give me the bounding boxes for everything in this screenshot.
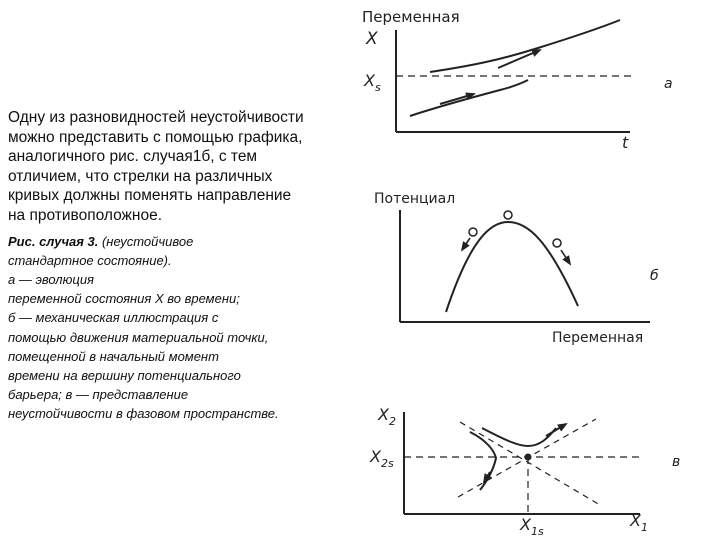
- figure-c-upper-trajectory: [482, 428, 556, 446]
- figure-c-x-label: $X_1$: [630, 511, 648, 534]
- figure-b-panel-letter: б: [650, 268, 659, 284]
- figure-b-x-label: Переменная: [552, 330, 644, 346]
- figure-a: [362, 8, 673, 152]
- figure-b-y-label: Потенциал: [374, 191, 456, 207]
- figure-c-diagonal-1: [460, 422, 600, 505]
- figure-c-x-ref-label: $X_{1s}$: [520, 515, 544, 538]
- figure-b-potential-curve: [446, 222, 578, 312]
- figure-c-panel-letter: в: [672, 454, 681, 470]
- figure-a-lower-curve: [410, 80, 528, 116]
- figure-b-right-point: [553, 239, 561, 247]
- figure-a-x-label: t: [622, 133, 629, 152]
- figure-b: [374, 191, 659, 346]
- figure-c-upper-arrow: [546, 424, 566, 436]
- figure-b-left-point: [469, 228, 477, 236]
- figure-b-left-arrow: [462, 238, 470, 250]
- figure-b-right-arrow: [561, 250, 570, 264]
- caption-title: Рис. случая 3.: [8, 233, 99, 249]
- figure-b-top-point: [504, 211, 512, 219]
- figure-a-ref-label: $X_s$: [364, 71, 381, 94]
- figure-a-panel-letter: а: [664, 76, 673, 92]
- figure-a-title: Переменная: [362, 8, 460, 26]
- caption-text: (неустойчивое стандартное состояние). а — эволюция переменной состояния X во времени; б — механическая иллюстрация с помощью движения материальной точки, помещенной в начальный момент времени на вершину потенциального барьера; в — представление неустойчивости в фазовом пространстве.: [8, 233, 279, 422]
- figure-c-y-label: $X_2$: [378, 405, 396, 428]
- figure-a-upper-curve: [430, 20, 620, 72]
- figure-a-y-label: X: [366, 29, 378, 49]
- main-paragraph: Одну из разновидностей неустойчивости можно представить с помощью графика, аналогичного рис. случая1б, с тем отличием, что стрелки на различных кривых должны поменять направление на противоположное.: [8, 109, 304, 224]
- figure-c: [369, 405, 680, 538]
- figure-c-y-ref-label: $X_{2s}$: [370, 447, 394, 470]
- figure-c-saddle-point: [525, 454, 532, 461]
